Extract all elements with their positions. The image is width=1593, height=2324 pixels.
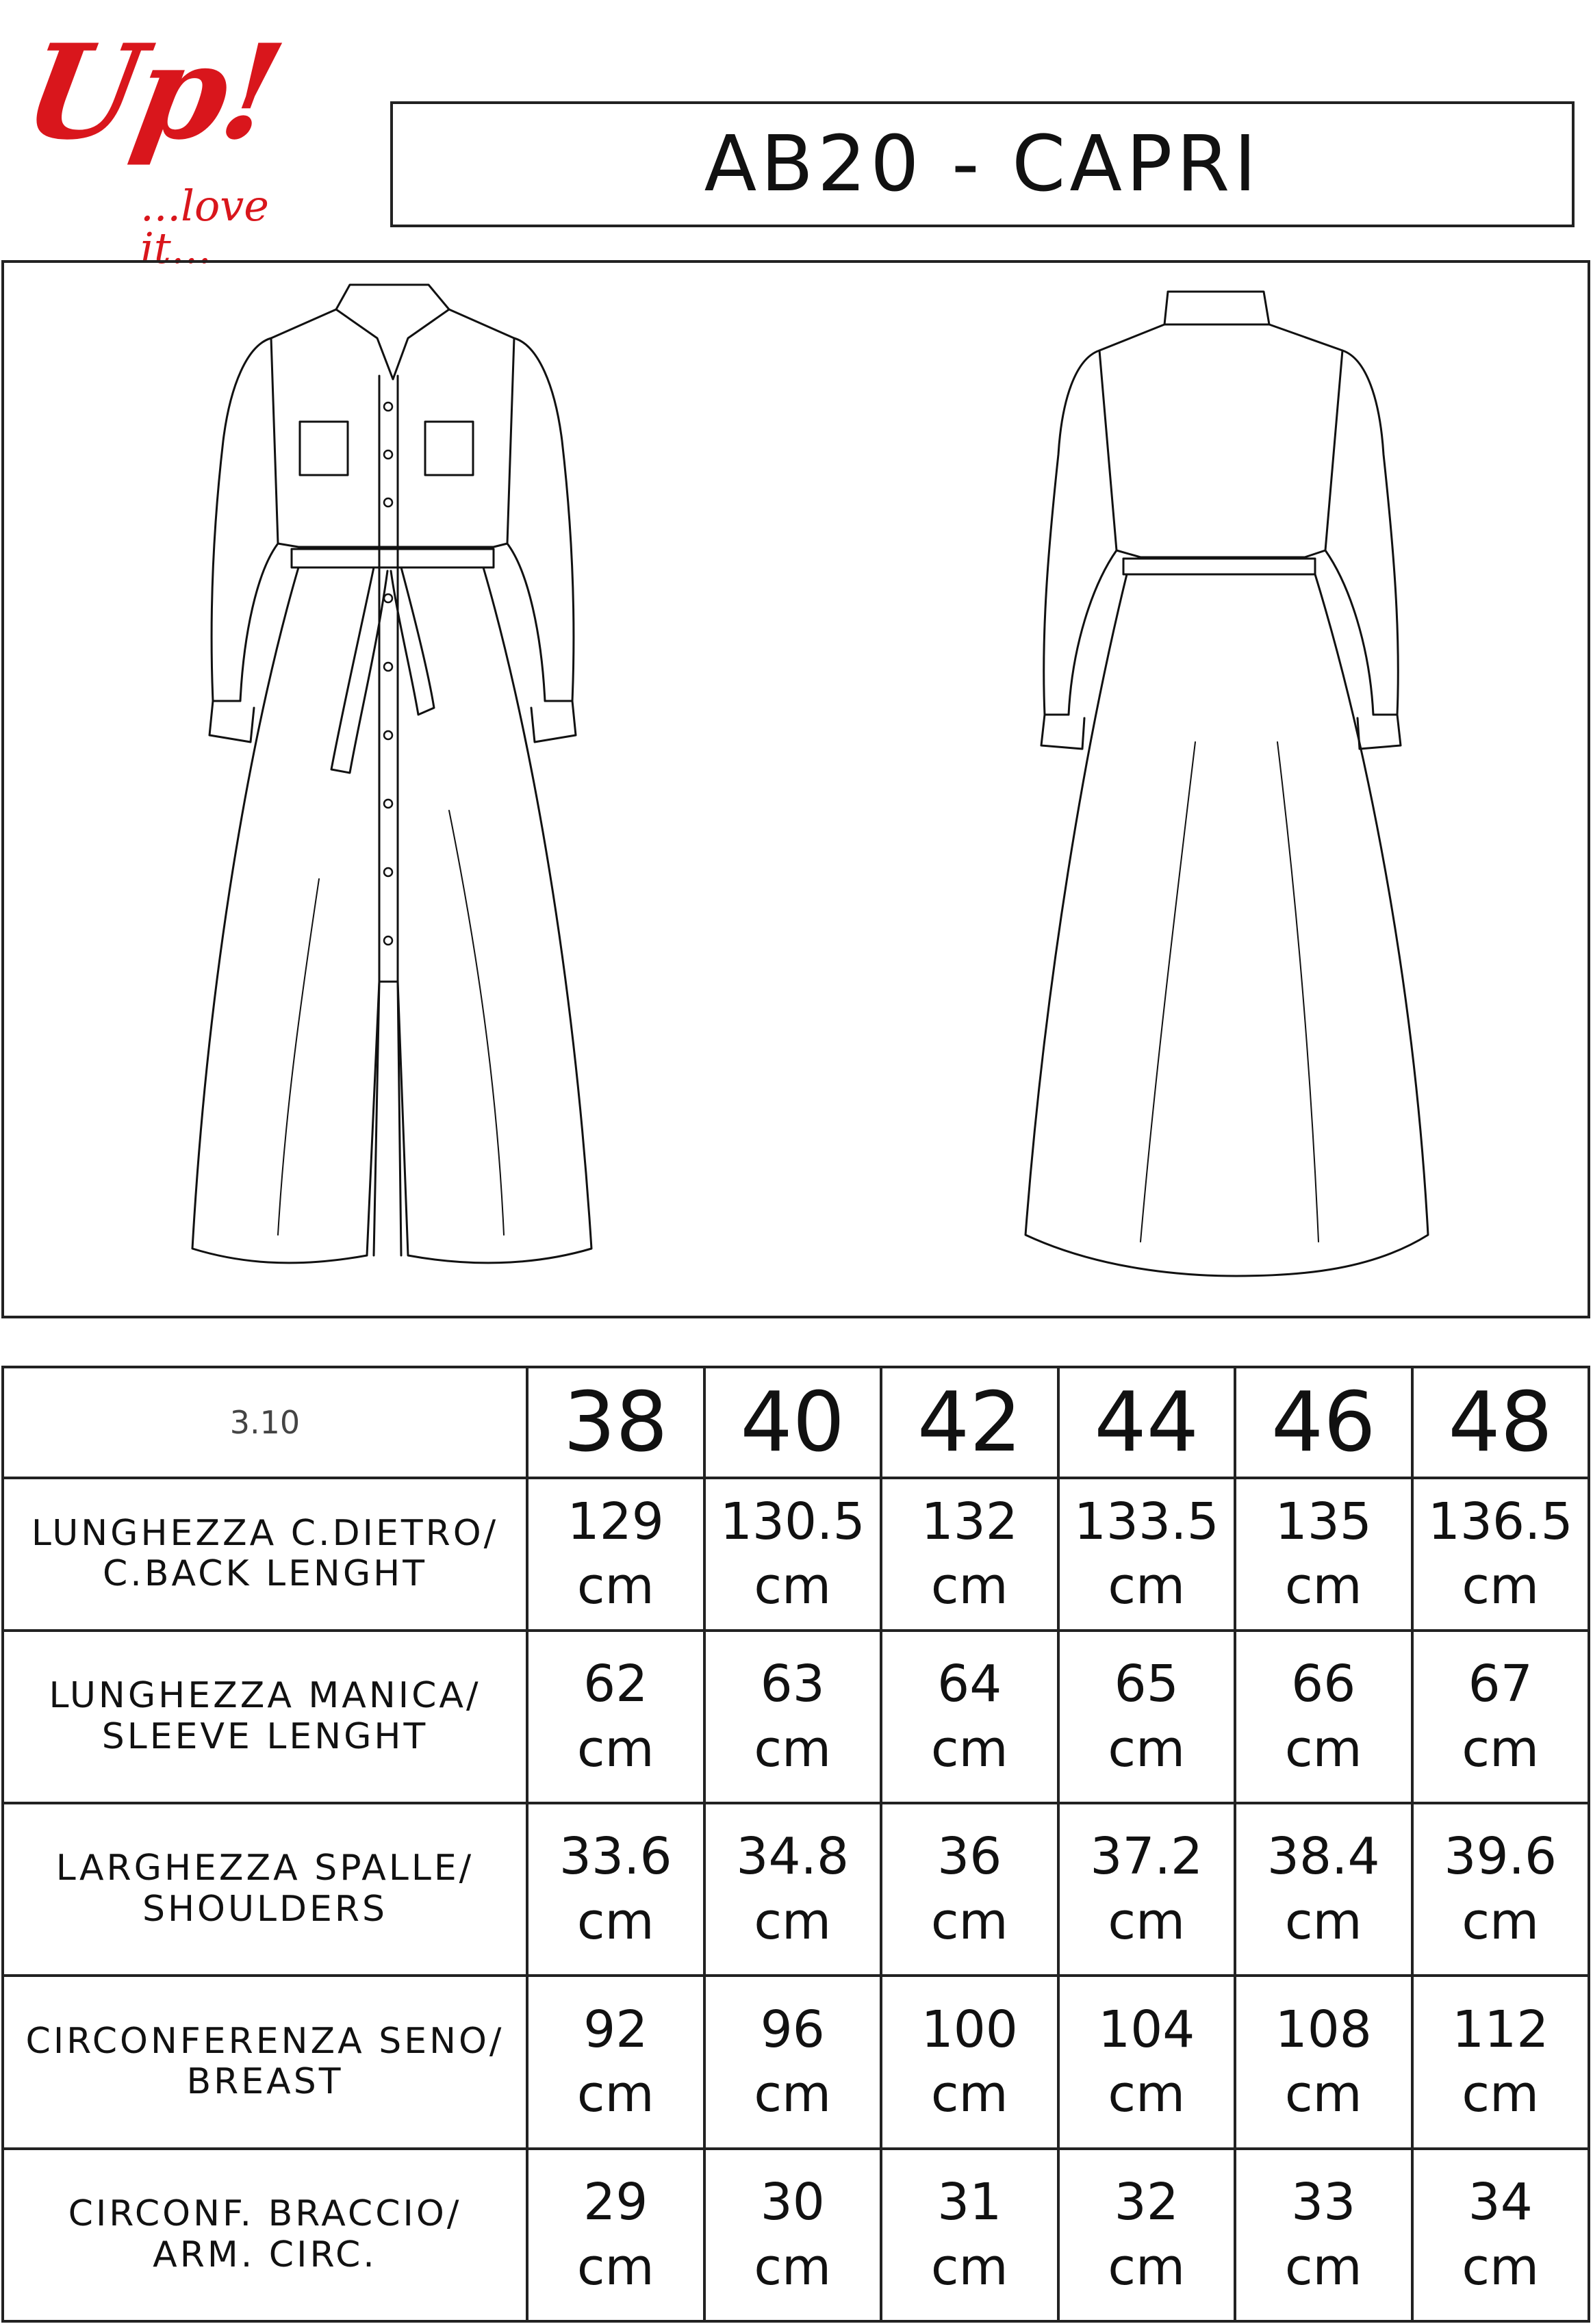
logo-wordmark: Up! bbox=[14, 16, 290, 168]
cell-value: 136.5 bbox=[1427, 1492, 1573, 1551]
cell-value: 30 bbox=[760, 2173, 825, 2232]
table-cell bbox=[881, 1631, 1058, 1803]
cell-value: 62 bbox=[583, 1654, 648, 1713]
cell-unit: cm bbox=[754, 2065, 832, 2124]
row-label-line: CIRCONFERENZA SENO/ bbox=[25, 2020, 505, 2062]
row-label-back-length bbox=[3, 1478, 527, 1630]
size-header-44: 44 bbox=[1058, 1367, 1236, 1478]
table-cell bbox=[1412, 1803, 1590, 1976]
front-placket bbox=[379, 376, 398, 982]
cell-unit: cm bbox=[754, 2237, 832, 2297]
cell-unit: cm bbox=[754, 1719, 832, 1778]
cell-unit: cm bbox=[754, 1557, 832, 1616]
size-header-42: 42 bbox=[881, 1367, 1058, 1478]
row-label-shoulders bbox=[3, 1803, 527, 1976]
table-cell bbox=[704, 1803, 882, 1976]
cell-unit: cm bbox=[930, 1719, 1008, 1778]
cell-unit: cm bbox=[930, 1557, 1008, 1616]
size-chart-code: 3.10 bbox=[3, 1367, 527, 1478]
cell-value: 37.2 bbox=[1090, 1827, 1203, 1887]
cell-unit: cm bbox=[1462, 1719, 1540, 1778]
cell-unit: cm bbox=[1462, 2065, 1540, 2124]
cell-value: 96 bbox=[760, 2000, 825, 2059]
cell-unit: cm bbox=[1108, 2237, 1186, 2297]
size-header-46: 46 bbox=[1235, 1367, 1412, 1478]
table-cell bbox=[881, 1478, 1058, 1630]
back-view-drawing bbox=[1025, 292, 1428, 1276]
cell-unit: cm bbox=[1284, 1892, 1362, 1952]
table-cell bbox=[1058, 1803, 1236, 1976]
front-bodice bbox=[271, 309, 514, 547]
table-row bbox=[3, 1478, 1589, 1630]
row-label-line: ARM. CIRC. bbox=[153, 2234, 377, 2275]
table-cell bbox=[527, 1478, 704, 1630]
table-cell bbox=[1058, 1478, 1236, 1630]
size-header-48: 48 bbox=[1412, 1367, 1590, 1478]
table-cell bbox=[1058, 1631, 1236, 1803]
front-collar bbox=[336, 285, 449, 379]
row-label-line: C.BACK LENGHT bbox=[103, 1553, 427, 1595]
cell-value: 63 bbox=[760, 1654, 825, 1713]
cell-unit: cm bbox=[1108, 2065, 1186, 2124]
row-label-breast bbox=[3, 1976, 527, 2148]
back-bodice bbox=[1099, 324, 1342, 557]
table-row bbox=[3, 1631, 1589, 1803]
table-cell bbox=[1058, 2149, 1236, 2321]
cell-value: 38.4 bbox=[1266, 1827, 1380, 1887]
technical-drawing-panel bbox=[1, 260, 1590, 1318]
cell-unit: cm bbox=[576, 1892, 654, 1952]
brand-logo bbox=[14, 16, 342, 273]
cell-value: 39.6 bbox=[1444, 1827, 1557, 1887]
size-header-38: 38 bbox=[527, 1367, 704, 1478]
cell-value: 133.5 bbox=[1073, 1492, 1219, 1551]
table-cell bbox=[1058, 1976, 1236, 2148]
cell-unit: cm bbox=[1284, 2065, 1362, 2124]
cell-value: 34 bbox=[1468, 2173, 1533, 2232]
cell-unit: cm bbox=[1462, 2237, 1540, 2297]
table-cell bbox=[704, 1478, 882, 1630]
table-row bbox=[3, 1976, 1589, 2148]
table-row bbox=[3, 2149, 1589, 2321]
row-label-line: SLEEVE LENGHT bbox=[101, 1715, 429, 1757]
cell-value: 112 bbox=[1452, 2000, 1549, 2059]
cell-unit: cm bbox=[576, 1719, 654, 1778]
cell-unit: cm bbox=[930, 2237, 1008, 2297]
cell-value: 132 bbox=[921, 1492, 1018, 1551]
row-label-line: LARGHEZZA SPALLE/ bbox=[55, 1848, 474, 1889]
front-belt bbox=[292, 549, 494, 567]
table-cell bbox=[1235, 1478, 1412, 1630]
cell-value: 64 bbox=[937, 1654, 1002, 1713]
front-right-sleeve bbox=[507, 338, 574, 701]
table-cell bbox=[881, 1976, 1058, 2148]
cell-value: 129 bbox=[567, 1492, 664, 1551]
front-buttons bbox=[384, 403, 392, 945]
table-cell bbox=[704, 1976, 882, 2148]
cell-unit: cm bbox=[1108, 1557, 1186, 1616]
cell-unit: cm bbox=[930, 2065, 1008, 2124]
cell-unit: cm bbox=[1284, 1719, 1362, 1778]
table-cell bbox=[1235, 1631, 1412, 1803]
cell-value: 92 bbox=[583, 2000, 648, 2059]
row-label-line: CIRCONF. BRACCIO/ bbox=[68, 2193, 462, 2234]
cell-value: 65 bbox=[1114, 1654, 1179, 1713]
table-cell bbox=[527, 1631, 704, 1803]
row-label-sleeve-length bbox=[3, 1631, 527, 1803]
size-header-row bbox=[3, 1367, 1589, 1478]
cell-value: 66 bbox=[1291, 1654, 1356, 1713]
cell-unit: cm bbox=[576, 2237, 654, 2297]
size-chart-table bbox=[1, 1366, 1590, 2323]
front-right-pocket bbox=[425, 422, 473, 475]
cell-unit: cm bbox=[1284, 2237, 1362, 2297]
row-label-line: SHOULDERS bbox=[142, 1889, 388, 1930]
table-cell bbox=[527, 1803, 704, 1976]
cell-value: 33.6 bbox=[559, 1827, 672, 1887]
table-cell bbox=[1412, 2149, 1590, 2321]
front-left-sleeve bbox=[212, 338, 278, 701]
table-cell bbox=[704, 1631, 882, 1803]
cell-value: 36 bbox=[937, 1827, 1002, 1887]
cell-value: 130.5 bbox=[719, 1492, 865, 1551]
product-title: AB20 - CAPRI bbox=[704, 120, 1261, 209]
front-left-pocket bbox=[300, 422, 348, 475]
product-title-box bbox=[390, 101, 1575, 227]
back-skirt bbox=[1025, 574, 1428, 1276]
cell-unit: cm bbox=[1284, 1557, 1362, 1616]
cell-unit: cm bbox=[1108, 1719, 1186, 1778]
cell-unit: cm bbox=[1108, 1892, 1186, 1952]
cell-unit: cm bbox=[930, 1892, 1008, 1952]
table-cell bbox=[1412, 1631, 1590, 1803]
table-cell bbox=[527, 2149, 704, 2321]
cell-value: 67 bbox=[1468, 1654, 1533, 1713]
cell-unit: cm bbox=[1462, 1892, 1540, 1952]
cell-value: 135 bbox=[1275, 1492, 1372, 1551]
table-cell bbox=[1235, 1976, 1412, 2148]
back-belt bbox=[1123, 559, 1315, 574]
table-cell bbox=[704, 2149, 882, 2321]
cell-value: 104 bbox=[1098, 2000, 1195, 2059]
cell-unit: cm bbox=[576, 1557, 654, 1616]
cell-value: 32 bbox=[1114, 2173, 1179, 2232]
cell-value: 100 bbox=[921, 2000, 1018, 2059]
front-view-drawing bbox=[192, 285, 591, 1263]
row-label-arm-circ bbox=[3, 2149, 527, 2321]
cell-value: 33 bbox=[1291, 2173, 1356, 2232]
row-label-line: LUNGHEZZA MANICA/ bbox=[49, 1674, 481, 1716]
table-cell bbox=[1235, 1803, 1412, 1976]
cell-unit: cm bbox=[754, 1892, 832, 1952]
table-cell bbox=[1412, 1976, 1590, 2148]
back-left-sleeve bbox=[1044, 350, 1117, 715]
row-label-line: BREAST bbox=[186, 2061, 344, 2103]
table-cell bbox=[1235, 2149, 1412, 2321]
table-cell bbox=[881, 2149, 1058, 2321]
cell-value: 29 bbox=[583, 2173, 648, 2232]
table-cell bbox=[527, 1976, 704, 2148]
cell-unit: cm bbox=[576, 2065, 654, 2124]
cell-unit: cm bbox=[1462, 1557, 1540, 1616]
cell-value: 34.8 bbox=[736, 1827, 850, 1887]
table-cell bbox=[1412, 1478, 1590, 1630]
cell-value: 108 bbox=[1275, 2000, 1372, 2059]
back-right-sleeve bbox=[1325, 350, 1398, 715]
back-collar bbox=[1164, 292, 1269, 324]
size-header-40: 40 bbox=[704, 1367, 882, 1478]
cell-value: 31 bbox=[937, 2173, 1002, 2232]
table-cell bbox=[881, 1803, 1058, 1976]
logo-tagline: ...love it... bbox=[140, 181, 269, 273]
row-label-line: LUNGHEZZA C.DIETRO/ bbox=[31, 1512, 499, 1554]
table-row bbox=[3, 1803, 1589, 1976]
